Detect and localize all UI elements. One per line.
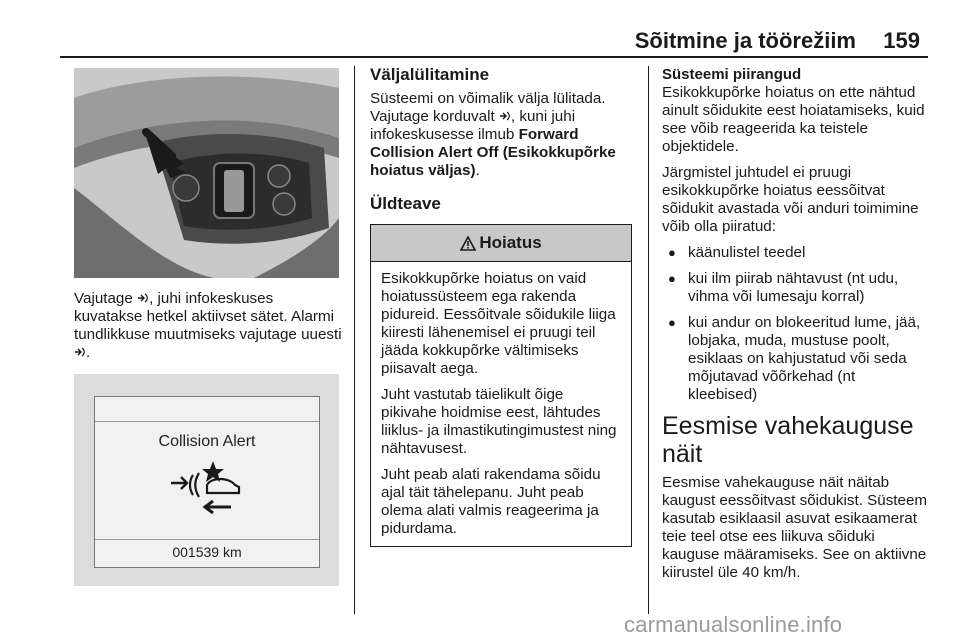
steering-wheel-controls-illustration	[74, 68, 339, 278]
heading-following-distance: Eesmise vahekauguse näit	[662, 412, 914, 468]
left-column-text	[74, 290, 344, 370]
warning-title: Hoiatus	[479, 233, 542, 252]
right-column	[662, 66, 928, 590]
heading-system-limits: Süsteemi piirangud	[662, 66, 802, 83]
paragraph: Süsteemi on võimalik välja lülitada.	[370, 90, 606, 107]
watermark: carmanualsonline.info	[624, 612, 843, 637]
paragraph: Esikokkupõrke hoiatus on ette nähtud ainult sõidukite eest hoiatamiseks, kuid see võib reageerida ka teistele objektidele.	[662, 84, 925, 155]
paragraph: Vajutage korduvalt , kuni juhi infokeskusesse ilmub Forward Collision Alert Off (Esikokkupõrke hoiatus väljas).	[370, 108, 616, 179]
warning-body	[371, 262, 631, 546]
warning-box	[370, 224, 632, 547]
heading-disable: Väljalülitamine	[370, 65, 490, 84]
heading-overview: Üldteave	[370, 194, 441, 213]
display-title: Collision Alert	[158, 433, 256, 450]
list-item: ● kui andur on blokeeritud lume, jää, lobjaka, muda, mustuse poolt, esiklaas on kahjustatud või seda mõjutavad võõrkehad (nt kleebised)	[662, 314, 928, 404]
steering-wheel-photo	[74, 68, 339, 278]
middle-column	[370, 66, 632, 547]
collision-alert-symbol-icon	[165, 459, 255, 515]
page-header	[60, 24, 928, 64]
warning-paragraph: Esikokkupõrke hoiatus on vaid hoiatussüsteem ega rakenda pidureid. Eessõitvale sõidukile liiga kiiresti lähenemisel ei pruugi teil jääda kokkupõrke vältimiseks piisavalt aega.	[381, 270, 616, 377]
limitations-list	[662, 244, 928, 404]
paragraph: Järgmistel juhtudel ei pruugi esikokkupõrke hoiatus eessõitvat sõidukit avastada või anduri toimimine võib olla piiratud:	[662, 164, 919, 235]
collision-alert-sensitivity-icon	[137, 292, 149, 304]
column-divider	[354, 66, 355, 614]
page-number: 159	[883, 28, 920, 53]
odometer-reading: 001539 km	[172, 544, 242, 560]
section-title: Sõitmine ja töörežiim	[634, 28, 856, 53]
warning-header	[371, 225, 631, 262]
paragraph: Eesmise vahekauguse näit näitab kaugust eessõitvast sõidukist. Süsteem kasutab esiklaasil asuvat esikaamerat teie teel otse ees liikuva sõiduki kauguse määramiseks. See on aktiivne kiirustel üle 40 km/h.	[662, 474, 928, 581]
list-item: ● kui ilm piirab nähtavust (nt udu, vihma või lumesaju korral)	[662, 270, 928, 306]
warning-triangle-icon	[460, 236, 476, 251]
warning-paragraph: Juht vastutab täielikult õige pikivahe hoidmise eest, lähtudes liiklus- ja ilmastikutingimustest ning nähtavusest.	[381, 386, 617, 457]
collision-alert-sensitivity-icon	[499, 110, 511, 122]
instruction-paragraph: Vajutage , juhi infokeskuses kuvatakse hetkel aktiivset sätet. Alarmi tundlikkuse muutmiseks vajutage uuesti .	[74, 290, 342, 361]
info-display-screen	[94, 396, 320, 568]
list-item: ● käänulistel teedel	[662, 244, 928, 262]
column-divider	[648, 66, 649, 614]
warning-paragraph: Juht peab alati rakendama sõidu ajal täit tähelepanu. Juht peab olema alati valmis reageerima ja pidurdama.	[381, 466, 601, 537]
header-rule	[60, 56, 928, 58]
driver-info-display-figure	[74, 374, 339, 586]
collision-alert-sensitivity-icon	[74, 346, 86, 358]
